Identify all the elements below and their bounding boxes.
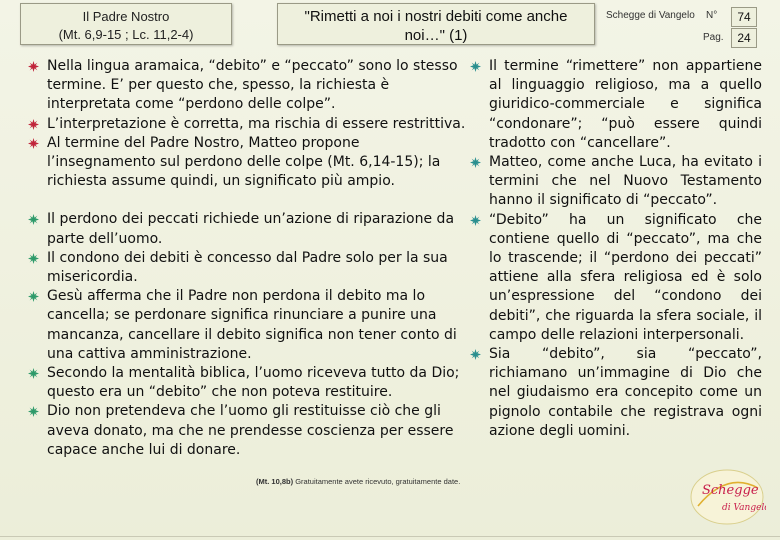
item-text: Secondo la mentalità biblica, l’uomo riceveva tutto da Dio; questo era un “debito” che non poteva restituire. (47, 365, 460, 401)
flower-bullet-icon (470, 215, 481, 226)
flower-bullet-icon (28, 214, 39, 225)
slide-title-line-2: noi…" (1) (404, 27, 468, 44)
flower-bullet-icon (470, 157, 481, 168)
item-text: Dio non pretendeva che l’uomo gli restituisse ciò che gli aveva donato, ma che ne prendesse coscienza per essere capace anche lui di donare. (47, 403, 454, 458)
item-text: Il perdono dei peccati richiede un’azione di riparazione da parte dell’uomo. (47, 211, 455, 247)
list-item (28, 57, 468, 115)
reference-citation: (Mt. 6,9-15 ; Lc. 11,2-4) (58, 27, 194, 42)
logo-text-top: Schegge (702, 483, 759, 498)
list-item (28, 210, 468, 248)
list-item (28, 249, 468, 287)
item-text: L’interpretazione è corretta, ma rischia di essere restrittiva. (47, 115, 466, 132)
bottom-divider (0, 536, 780, 537)
item-text: Al termine del Padre Nostro, Matteo propone l’insegnamento sul perdono delle colpe (Mt. 6,14-15); la richiesta assume quindi, un significato più ampio. (47, 134, 441, 190)
reference-title: Il Padre Nostro (82, 9, 170, 24)
slide-title-box (277, 3, 595, 45)
list-item (470, 345, 762, 441)
flower-bullet-icon (28, 406, 39, 417)
slide-title-line-1: "Rimetti a noi i nostri debiti come anche (304, 8, 568, 25)
item-text: Matteo, come anche Luca, ha evitato i termini che nel Nuovo Testamento hanno il significato di “peccato”. (489, 154, 762, 209)
page-value: 24 (731, 28, 757, 48)
list-item (28, 364, 468, 402)
item-text: Il termine “rimettere” non appartiene al linguaggio religioso, ma a quello giuridico-commerciale e significa “condonare”; “può essere quindi tradotto con “cancellare”. (489, 58, 762, 151)
right-column (470, 57, 762, 441)
series-label: Schegge di Vangelo (606, 10, 695, 21)
item-text: Il condono dei debiti è concesso dal Padre solo per la sua misericordia. (47, 249, 448, 286)
scripture-reference-box (20, 3, 232, 45)
flower-bullet-icon (28, 138, 39, 149)
flower-bullet-icon (28, 291, 39, 302)
flower-bullet-icon (28, 119, 39, 130)
left-column (28, 57, 468, 460)
list-item (28, 287, 468, 364)
footnote (256, 476, 478, 487)
list-item (28, 134, 468, 192)
logo-text-bottom: di Vangelo (722, 503, 766, 513)
number-label: N° (706, 10, 718, 21)
item-text: “Debito” ha un significato che contiene quello di “peccato”, ma che lo trascende; il “perdono dei peccati” attiene alla sfera religiosa ed è solo un’espressione del “condono dei debiti”, che riguarda la sfera sociale, il campo delle relazioni interpersonali. (489, 211, 762, 343)
list-item (470, 153, 762, 211)
list-item (28, 115, 468, 134)
flower-bullet-icon (28, 253, 39, 264)
schegge-di-vangelo-logo (688, 466, 766, 528)
list-item (28, 402, 468, 460)
item-text: Gesù afferma che il Padre non perdona il debito ma lo cancella; se perdonare significa rinunciare a punire una mancanza, cancellare il debito significa non tener conto di una cattiva amministrazione. (47, 288, 457, 362)
footnote-reference: (Mt. 10,8b) (256, 477, 294, 486)
flower-bullet-icon (470, 61, 481, 72)
page-label: Pag. (703, 32, 724, 43)
list-item (470, 211, 762, 345)
flower-bullet-icon (28, 368, 39, 379)
footnote-text: Gratuitamente avete ricevuto, gratuitamente date. (295, 477, 461, 486)
number-value: 74 (731, 7, 757, 27)
list-item (470, 57, 762, 153)
flower-bullet-icon (470, 349, 481, 360)
flower-bullet-icon (28, 61, 39, 72)
item-text: Nella lingua aramaica, “debito” e “peccato” sono lo stesso termine. E’ per questo che, spesso, la richiesta è interpretata come “perdono delle colpe”. (47, 58, 458, 113)
item-text: Sia “debito”, sia “peccato”, richiamano un’immagine di Dio che nel giudaismo era concepito come un pignolo contabile che registrava ogni azione degli uomini. (489, 346, 762, 439)
